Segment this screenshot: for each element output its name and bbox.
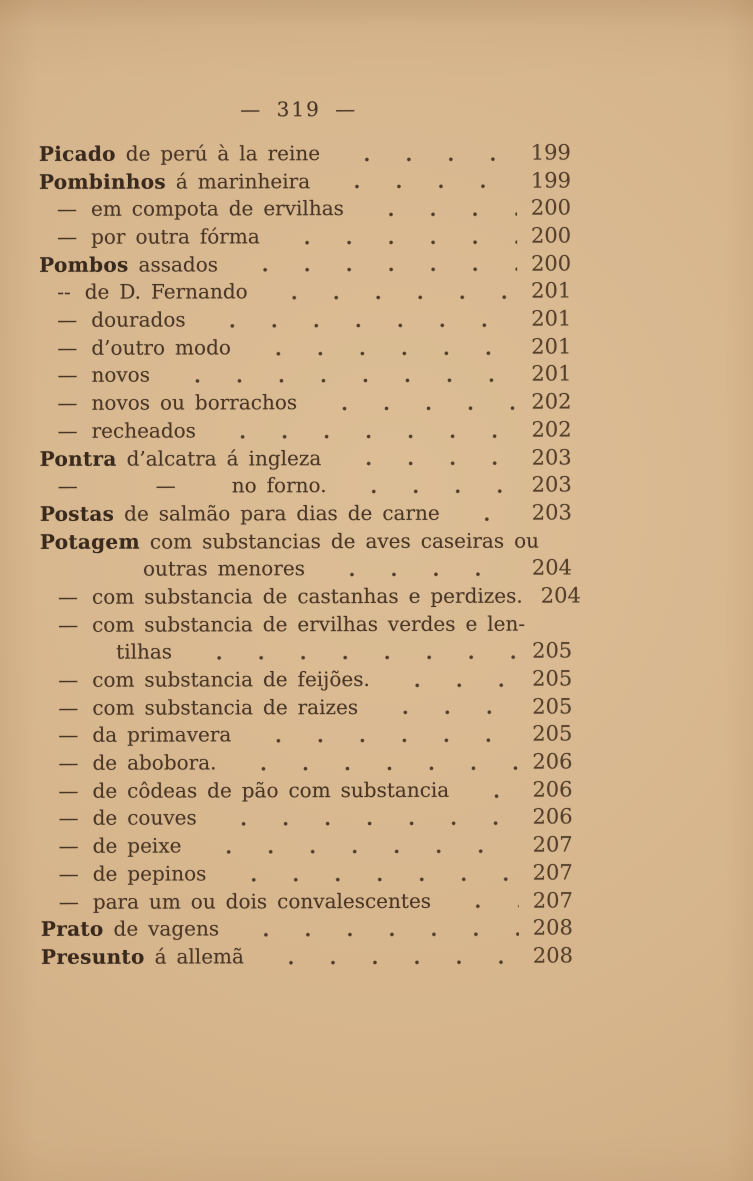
- toc-entry-text: de côdeas de pão com substancia: [92, 777, 450, 803]
- dot-leader: [356, 195, 517, 223]
- toc-entry-text: de pepinos: [92, 861, 207, 886]
- dot-leader: [198, 306, 518, 335]
- toc-entry-text: de couves: [92, 805, 197, 831]
- toc-entry-text: com substancia de raizes: [92, 694, 359, 720]
- toc-row: [40, 582, 581, 611]
- toc-row: [40, 693, 572, 722]
- toc-row: [39, 278, 571, 307]
- toc-row: [39, 361, 571, 390]
- dot-leader: [339, 472, 518, 500]
- toc-dash: --: [57, 280, 71, 305]
- dot-leader: [209, 804, 519, 832]
- toc-dash: —: [58, 612, 79, 637]
- toc-page-number: 201: [531, 306, 572, 331]
- toc-dash: —: [58, 723, 79, 748]
- toc-page-number: 208: [532, 915, 573, 940]
- dot-leader: [218, 860, 518, 888]
- toc-entry-text: de vagens: [113, 916, 220, 941]
- toc-entry-text: tilhas: [116, 639, 173, 665]
- toc-dash: —: [57, 335, 78, 360]
- toc-row: [39, 195, 571, 224]
- toc-row: [39, 167, 571, 196]
- toc-row: [41, 804, 573, 833]
- toc-dash: —: [58, 695, 79, 720]
- toc-page-number: 200: [530, 195, 572, 220]
- toc-row: [40, 444, 572, 473]
- dot-leader: [256, 943, 519, 971]
- dot-leader: [228, 749, 518, 777]
- toc-entry-term: Picado: [38, 141, 116, 166]
- toc-row: [40, 721, 572, 750]
- toc-row: [41, 887, 573, 916]
- dot-leader: [231, 915, 519, 943]
- toc-page-number: 199: [530, 140, 571, 165]
- toc-row: [40, 527, 572, 556]
- toc-entry-text: com substancia de ervilhas verdes e len-: [92, 611, 526, 637]
- toc-row: [39, 250, 571, 279]
- toc-row: [39, 306, 571, 335]
- toc-dash: —: [57, 363, 78, 388]
- toc-page-number: 201: [531, 334, 572, 359]
- toc-page-number: 204: [531, 555, 572, 580]
- toc-entry-text: com substancias de aves caseiras ou: [149, 528, 540, 554]
- dot-leader: [382, 666, 518, 694]
- toc-dash: —: [58, 889, 79, 914]
- toc-dash: —: [58, 778, 79, 803]
- toc-entry-text: assados: [138, 252, 219, 277]
- toc-entry-text: no forno.: [231, 473, 327, 498]
- toc-page-number: 204: [540, 583, 581, 608]
- toc-entry-text: de perú à la reine: [125, 141, 321, 166]
- toc-row: [39, 333, 571, 362]
- toc-page-number: 205: [532, 721, 573, 747]
- toc-page-number: 205: [532, 638, 573, 663]
- toc-page-number: 208: [532, 943, 573, 968]
- toc-entry-text: com substancia de feijões.: [92, 667, 370, 692]
- toc-row: [41, 915, 573, 944]
- dot-leader: [452, 500, 518, 528]
- toc-dash: —: [57, 224, 78, 249]
- toc-dash: —: [56, 197, 78, 222]
- toc-entry-term: Pontra: [39, 446, 117, 471]
- dot-leader: [443, 887, 519, 915]
- dot-leader: [309, 389, 517, 417]
- dot-leader: [461, 776, 518, 804]
- toc-page-number: 206: [532, 804, 573, 830]
- toc-row: [40, 555, 572, 584]
- dot-leader: [193, 832, 518, 861]
- toc-entry-text: novos ou borrachos: [91, 390, 298, 415]
- toc-page-number: 207: [532, 860, 573, 885]
- toc-page-number: 205: [532, 694, 573, 719]
- toc-entry-text: outras menores: [142, 556, 306, 581]
- toc-page-number: 207: [532, 832, 573, 857]
- toc-entry-text: novos: [91, 363, 150, 388]
- toc-row: [40, 666, 572, 695]
- toc-dash: —: [57, 584, 79, 609]
- toc-entry-text: em compota de ervilhas: [90, 196, 344, 222]
- dot-leader: [243, 333, 518, 361]
- dot-leader: [332, 140, 517, 168]
- toc-dash: —: [58, 833, 79, 859]
- toc-page-number: 200: [531, 251, 572, 276]
- dot-leader: [162, 361, 518, 390]
- dot-leader: [208, 417, 518, 445]
- dot-leader: [230, 250, 517, 278]
- toc-page-number: 203: [531, 472, 572, 497]
- toc-page-number: 200: [530, 223, 572, 248]
- toc-entry-text: á marinheira: [175, 168, 311, 194]
- dot-leader: [370, 693, 518, 721]
- toc-row: [41, 832, 573, 861]
- dot-leader: [333, 444, 517, 472]
- toc-row: [41, 942, 573, 971]
- toc-row: [40, 499, 572, 528]
- toc-page-number: 201: [531, 278, 572, 304]
- toc-page-number: 203: [531, 445, 572, 470]
- toc-page-number: 202: [531, 389, 572, 414]
- toc-dash-2: —: [155, 473, 176, 498]
- page-number-header: — 319 —: [240, 97, 358, 122]
- toc-dash: —: [57, 474, 78, 499]
- toc-page-number: 206: [532, 749, 573, 774]
- toc-dash: —: [57, 418, 78, 443]
- toc-dash: —: [58, 861, 79, 886]
- toc-row: [39, 223, 571, 252]
- toc-entry-text: de peixe: [92, 833, 182, 858]
- toc-entry-text: por outra fórma: [91, 224, 260, 249]
- toc-entry-text: da primavera: [92, 722, 232, 748]
- toc-page-number: 202: [531, 417, 572, 442]
- toc-entry-text: com substancia de castanhas e perdizes.: [91, 583, 523, 609]
- index-list: [38, 139, 581, 971]
- toc-entry-term: Presunto: [40, 944, 145, 969]
- toc-row: [39, 139, 571, 168]
- toc-entry-text: para um ou dois convalescentes: [92, 888, 432, 914]
- toc-row: [41, 859, 573, 888]
- toc-entry-term: Potagem: [39, 529, 140, 554]
- dot-leader: [317, 555, 518, 583]
- dot-leader: [272, 223, 517, 251]
- toc-row: [40, 749, 572, 778]
- dot-leader: [184, 638, 518, 667]
- toc-entry-text: d’outro modo: [91, 335, 231, 360]
- toc-row: [40, 416, 572, 445]
- toc-dash: —: [57, 390, 78, 416]
- toc-page-number: 207: [532, 888, 573, 913]
- toc-dash: —: [58, 750, 79, 775]
- toc-entry-text: de D. Fernando: [84, 279, 248, 305]
- toc-row: [40, 610, 572, 639]
- toc-entry-term: Pombinhos: [38, 169, 166, 194]
- dot-leader: [322, 167, 517, 195]
- toc-entry-term: Postas: [39, 501, 115, 526]
- toc-page-number: 206: [532, 777, 573, 802]
- toc-row: [40, 638, 572, 667]
- toc-entry-text: recheados: [91, 418, 196, 443]
- toc-page-number: 199: [530, 168, 571, 193]
- toc-row: [39, 389, 571, 418]
- dot-leader: [260, 278, 518, 306]
- toc-dash: —: [58, 806, 79, 831]
- toc-entry-text: á allemã: [154, 944, 244, 969]
- toc-entry-text: dourados: [91, 307, 186, 332]
- toc-entry-term: Prato: [40, 916, 104, 942]
- toc-dash: —: [57, 307, 78, 332]
- toc-page-number: 205: [532, 666, 573, 691]
- toc-entry-text: de abobora.: [92, 750, 217, 775]
- toc-entry-text: de salmão para dias de carne: [124, 500, 440, 526]
- toc-entry-text: d’alcatra á ingleza: [126, 445, 322, 471]
- toc-dash: —: [58, 667, 79, 692]
- toc-row: [40, 472, 572, 501]
- dot-leader: [243, 721, 518, 749]
- toc-row: [40, 776, 572, 805]
- toc-page-number: 203: [531, 500, 572, 525]
- toc-entry-term: Pombos: [39, 252, 129, 277]
- toc-page-number: 201: [531, 361, 572, 387]
